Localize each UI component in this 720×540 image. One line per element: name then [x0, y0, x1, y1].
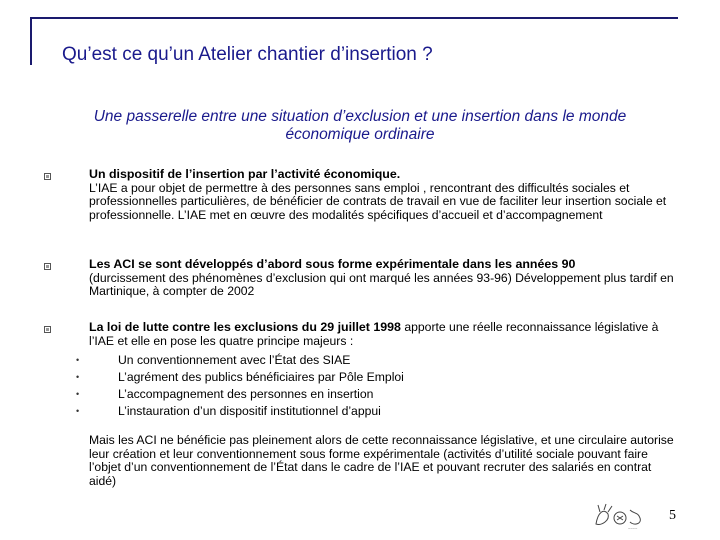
sub-bullet-icon: •: [76, 372, 80, 382]
sub-list-item: [76, 386, 596, 403]
frame-left-line: [30, 17, 32, 65]
bullet-icon: [44, 263, 51, 270]
item-heading: La loi de lutte contre les exclusions du 29 juillet 1998: [89, 320, 401, 334]
list-item: [89, 258, 674, 299]
organization-logo-icon: [590, 500, 648, 532]
sub-list-label: L’agrément des publics bénéficiaires par Pôle Emploi: [118, 370, 404, 384]
sub-bullet-icon: •: [76, 389, 80, 399]
sub-list-label: Un conventionnement avec l’État des SIAE: [118, 353, 351, 367]
frame-top-line: [30, 17, 678, 19]
bullet-icon: [44, 326, 51, 333]
bullet-icon: [44, 173, 51, 180]
sub-bullet-icon: •: [76, 355, 80, 365]
list-item: [89, 321, 674, 348]
list-item: [89, 168, 674, 222]
item-heading: Un dispositif de l’insertion par l’activité économique.: [89, 167, 401, 181]
item-body: apporte une réelle reconnaissance législative à l’IAE et elle en pose les quatre principe majeurs :: [89, 320, 659, 348]
sub-list-label: L’instauration d’un dispositif institutionnel d’appui: [118, 404, 381, 418]
item-heading: Les ACI se sont développés d’abord sous forme expérimentale dans les années 90: [89, 257, 576, 271]
page-subtitle: Une passerelle entre une situation d’exclusion et une insertion dans le monde économique ordinaire: [93, 108, 627, 143]
sub-list-label: L’accompagnement des personnes en insertion: [118, 387, 374, 401]
page-number: 5: [669, 508, 676, 523]
sub-list-item: [76, 369, 596, 386]
sub-bullet-icon: •: [76, 406, 80, 416]
sub-list-item: [76, 352, 596, 369]
sub-list-item: [76, 403, 596, 420]
sub-list: [76, 352, 596, 420]
item-body: L’IAE a pour objet de permettre à des personnes sans emploi , rencontrant des difficultés sociales et professionnelles particulières, de bénéficier de contrats de travail en vue de faciliter leur insertion sociale et professionnelle. L’IAE met en œuvre des modalités spécifiques d’accueil et d’accompagnement: [89, 180, 667, 222]
closing-paragraph: Mais les ACI ne bénéficie pas pleinement alors de cette reconnaissance législative, et une circulaire autorise leur création et leur conventionnement sous forme expérimentale (activités d’utilité sociale pouvant faire l’objet d’un conventionnement de l’État dans le cadre de l’IAE et pouvant recruter des salariés en contrat aidé): [89, 433, 674, 488]
page-title: Qu’est ce qu’un Atelier chantier d’insertion ?: [62, 44, 433, 65]
item-body: (durcissement des phénomènes d’exclusion qui ont marqué les années 93-96) Développement plus tardif en Martinique, à compter de 2002: [89, 270, 674, 299]
svg-text:~~~~: ~~~~: [628, 526, 638, 531]
